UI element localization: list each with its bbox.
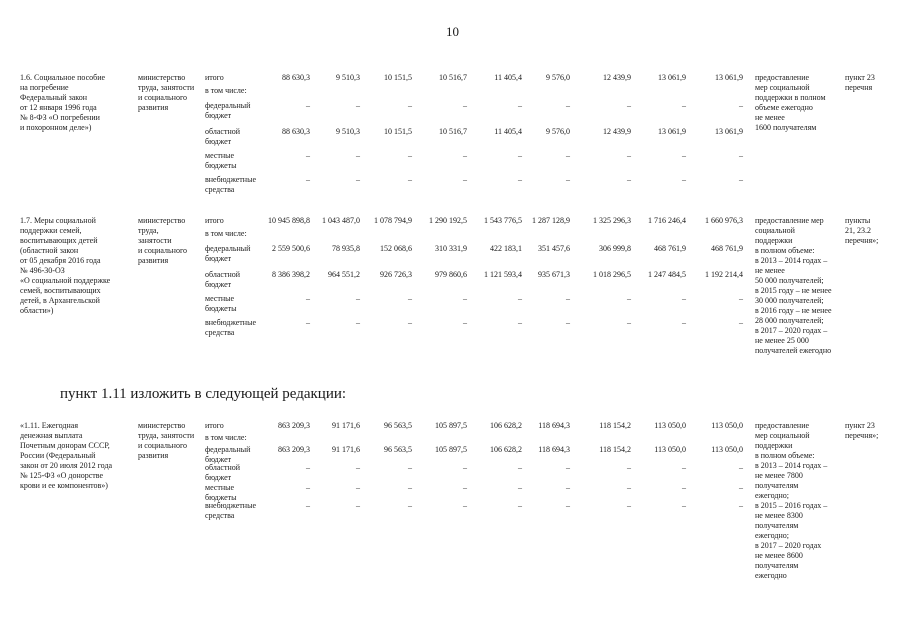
source-label-federal: федеральный бюджет <box>205 445 251 464</box>
cell-local-col7: – <box>682 151 686 160</box>
cell-local-col2: – <box>408 151 412 160</box>
cell-extra-col1: – <box>356 501 360 510</box>
cell-local-col1: – <box>356 483 360 492</box>
cell-extra-col4: – <box>518 318 522 327</box>
cell-total-col4: 11 405,4 <box>494 73 522 82</box>
cell-federal-col8: – <box>739 101 743 110</box>
reference: пункт 23 перечня <box>845 73 875 92</box>
page-number: 10 <box>446 24 459 39</box>
cell-federal-col6: 306 999,8 <box>599 244 631 253</box>
source-label-federal: федеральный бюджет <box>205 101 251 120</box>
cell-federal-col2: – <box>408 101 412 110</box>
reference: пункт 23 перечня»; <box>845 421 879 440</box>
cell-local-col3: – <box>463 483 467 492</box>
cell-regional-col0: 8 386 398,2 <box>272 270 310 279</box>
cell-regional-col1: – <box>356 463 360 472</box>
cell-total-col8: 1 660 976,3 <box>705 216 743 225</box>
source-label-regional: областной бюджет <box>205 127 241 146</box>
cell-local-col5: – <box>566 294 570 303</box>
cell-regional-col3: – <box>463 463 467 472</box>
cell-total-col1: 1 043 487,0 <box>322 216 360 225</box>
cell-regional-col5: – <box>566 463 570 472</box>
source-label-federal: федеральный бюджет <box>205 244 251 263</box>
source-label-total: итого <box>205 216 224 225</box>
cell-extra-col6: – <box>627 501 631 510</box>
cell-regional-col4: – <box>518 463 522 472</box>
cell-federal-col3: – <box>463 101 467 110</box>
cell-regional-col3: 979 860,6 <box>435 270 467 279</box>
cell-local-col0: – <box>306 483 310 492</box>
cell-extra-col2: – <box>408 175 412 184</box>
source-label-incl: в том числе: <box>205 86 247 95</box>
cell-federal-col3: 310 331,9 <box>435 244 467 253</box>
cell-total-col4: 1 543 776,5 <box>484 216 522 225</box>
cell-total-col6: 118 154,2 <box>599 421 631 430</box>
cell-local-col6: – <box>627 294 631 303</box>
cell-local-col4: – <box>518 483 522 492</box>
source-label-local: местные бюджеты <box>205 151 237 170</box>
cell-local-col6: – <box>627 483 631 492</box>
cell-extra-col5: – <box>566 318 570 327</box>
cell-total-col3: 10 516,7 <box>439 73 467 82</box>
cell-regional-col1: 964 551,2 <box>328 270 360 279</box>
cell-local-col4: – <box>518 151 522 160</box>
cell-total-col2: 96 563,5 <box>384 421 412 430</box>
measure-name: «1.11. Ежегодная денежная выплата Почетным донорам СССР, России (Федеральный закон от 20 июля 2012 года № 125-ФЗ «О донорстве крови и ее компонентов») <box>20 421 113 490</box>
cell-extra-col4: – <box>518 501 522 510</box>
cell-regional-col7: 1 247 484,5 <box>648 270 686 279</box>
cell-extra-col7: – <box>682 501 686 510</box>
cell-regional-col7: – <box>682 463 686 472</box>
source-label-local: местные бюджеты <box>205 483 237 502</box>
source-label-incl: в том числе: <box>205 229 247 238</box>
cell-total-col8: 13 061,9 <box>715 73 743 82</box>
cell-extra-col6: – <box>627 175 631 184</box>
cell-federal-col4: – <box>518 101 522 110</box>
cell-total-col0: 863 209,3 <box>278 421 310 430</box>
cell-local-col2: – <box>408 294 412 303</box>
expected-result: предоставление мер социальной поддержки в полном объеме: в 2013 – 2014 годах – не менее 50 000 получателей; в 2015 году – не менее 30 000 получателей; в 2016 году – не менее 28 000 получателей; в 2017 – 2020 годах – не менее 25 000 получателей ежегодно <box>755 216 832 355</box>
source-label-local: местные бюджеты <box>205 294 237 313</box>
cell-extra-col2: – <box>408 318 412 327</box>
section-heading: пункт 1.11 изложить в следующей редакции: <box>60 386 347 402</box>
source-label-extra: внебюджетные средства <box>205 501 256 520</box>
cell-extra-col3: – <box>463 318 467 327</box>
cell-regional-col8: 13 061,9 <box>715 127 743 136</box>
cell-regional-col0: 88 630,3 <box>282 127 310 136</box>
cell-extra-col7: – <box>682 175 686 184</box>
cell-extra-col1: – <box>356 175 360 184</box>
cell-extra-col2: – <box>408 501 412 510</box>
cell-regional-col6: 1 018 296,5 <box>593 270 631 279</box>
cell-local-col3: – <box>463 294 467 303</box>
cell-total-col6: 12 439,9 <box>603 73 631 82</box>
source-label-regional: областной бюджет <box>205 463 241 482</box>
cell-federal-col5: 118 694,3 <box>538 445 570 454</box>
cell-extra-col0: – <box>306 175 310 184</box>
cell-total-col6: 1 325 296,3 <box>593 216 631 225</box>
cell-total-col2: 1 078 794,9 <box>374 216 412 225</box>
cell-extra-col8: – <box>739 501 743 510</box>
cell-federal-col1: 91 171,6 <box>332 445 360 454</box>
cell-total-col8: 113 050,0 <box>711 421 743 430</box>
cell-federal-col2: 152 068,6 <box>380 244 412 253</box>
cell-regional-col7: 13 061,9 <box>658 127 686 136</box>
source-label-regional: областной бюджет <box>205 270 241 289</box>
cell-total-col1: 9 510,3 <box>336 73 360 82</box>
cell-local-col0: – <box>306 294 310 303</box>
cell-regional-col6: 12 439,9 <box>603 127 631 136</box>
cell-regional-col6: – <box>627 463 631 472</box>
cell-local-col7: – <box>682 483 686 492</box>
cell-federal-col6: – <box>627 101 631 110</box>
cell-extra-col3: – <box>463 501 467 510</box>
cell-federal-col1: – <box>356 101 360 110</box>
cell-local-col8: – <box>739 294 743 303</box>
cell-local-col1: – <box>356 294 360 303</box>
measure-name: 1.6. Социальное пособие на погребение Федеральный закон от 12 января 1996 года № 8-ФЗ «О погребении и похоронном деле») <box>20 73 106 132</box>
cell-regional-col2: – <box>408 463 412 472</box>
cell-local-col2: – <box>408 483 412 492</box>
cell-local-col8: – <box>739 483 743 492</box>
cell-federal-col2: 96 563,5 <box>384 445 412 454</box>
cell-federal-col8: 468 761,9 <box>711 244 743 253</box>
cell-total-col5: 1 287 128,9 <box>532 216 570 225</box>
cell-federal-col7: 113 050,0 <box>654 445 686 454</box>
cell-federal-col4: 422 183,1 <box>490 244 522 253</box>
cell-local-col3: – <box>463 151 467 160</box>
cell-federal-col0: 2 559 500,6 <box>272 244 310 253</box>
cell-total-col7: 113 050,0 <box>654 421 686 430</box>
cell-regional-col5: 9 576,0 <box>546 127 570 136</box>
cell-local-col7: – <box>682 294 686 303</box>
reference: пункты 21, 23.2 перечня»; <box>845 216 879 245</box>
executor: министерство труда, занятости и социального развития <box>138 421 195 460</box>
cell-federal-col5: – <box>566 101 570 110</box>
cell-extra-col8: – <box>739 175 743 184</box>
cell-regional-col8: – <box>739 463 743 472</box>
cell-regional-col4: 1 121 593,4 <box>484 270 522 279</box>
cell-extra-col6: – <box>627 318 631 327</box>
expected-result: предоставление мер социальной поддержки в полном объеме ежегодно не менее 1600 получателям <box>755 73 826 132</box>
cell-local-col4: – <box>518 294 522 303</box>
cell-regional-col8: 1 192 214,4 <box>705 270 743 279</box>
cell-regional-col1: 9 510,3 <box>336 127 360 136</box>
cell-federal-col6: 118 154,2 <box>599 445 631 454</box>
cell-federal-col0: 863 209,3 <box>278 445 310 454</box>
cell-federal-col7: 468 761,9 <box>654 244 686 253</box>
cell-total-col2: 10 151,5 <box>384 73 412 82</box>
cell-federal-col5: 351 457,6 <box>538 244 570 253</box>
cell-regional-col2: 10 151,5 <box>384 127 412 136</box>
cell-total-col7: 1 716 246,4 <box>648 216 686 225</box>
executor: министерство труда, занятости и социального развития <box>138 216 188 265</box>
cell-total-col0: 88 630,3 <box>282 73 310 82</box>
cell-federal-col4: 106 628,2 <box>490 445 522 454</box>
cell-total-col5: 9 576,0 <box>546 73 570 82</box>
source-label-extra: внебюджетные средства <box>205 318 256 337</box>
cell-extra-col4: – <box>518 175 522 184</box>
cell-local-col5: – <box>566 151 570 160</box>
cell-local-col6: – <box>627 151 631 160</box>
measure-name: 1.7. Меры социальной поддержки семей, воспитывающих детей (областной закон от 05 декабря 2016 года № 496-30-ОЗ «О социальной поддержке семей, воспитывающих детей, в Архангельской области») <box>20 216 111 315</box>
cell-extra-col5: – <box>566 501 570 510</box>
cell-regional-col5: 935 671,3 <box>538 270 570 279</box>
cell-regional-col2: 926 726,3 <box>380 270 412 279</box>
cell-total-col4: 106 628,2 <box>490 421 522 430</box>
cell-regional-col3: 10 516,7 <box>439 127 467 136</box>
cell-local-col8: – <box>739 151 743 160</box>
cell-local-col0: – <box>306 151 310 160</box>
cell-total-col1: 91 171,6 <box>332 421 360 430</box>
cell-total-col0: 10 945 898,8 <box>268 216 310 225</box>
cell-total-col3: 1 290 192,5 <box>429 216 467 225</box>
source-label-total: итого <box>205 73 224 82</box>
cell-federal-col0: – <box>306 101 310 110</box>
cell-extra-col8: – <box>739 318 743 327</box>
cell-local-col1: – <box>356 151 360 160</box>
cell-extra-col0: – <box>306 501 310 510</box>
cell-federal-col8: 113 050,0 <box>711 445 743 454</box>
cell-regional-col0: – <box>306 463 310 472</box>
cell-total-col7: 13 061,9 <box>658 73 686 82</box>
cell-federal-col1: 78 935,8 <box>332 244 360 253</box>
cell-federal-col7: – <box>682 101 686 110</box>
cell-federal-col3: 105 897,5 <box>435 445 467 454</box>
cell-extra-col7: – <box>682 318 686 327</box>
cell-extra-col3: – <box>463 175 467 184</box>
source-label-extra: внебюджетные средства <box>205 175 256 194</box>
cell-local-col5: – <box>566 483 570 492</box>
cell-extra-col1: – <box>356 318 360 327</box>
cell-regional-col4: 11 405,4 <box>494 127 522 136</box>
expected-result: предоставление мер социальной поддержки в полном объеме: в 2013 – 2014 годах – не менее 7800 получателям ежегодно; в 2015 – 2016 годах – не менее 8300 получателям ежегодно; в 2017 – 2020 годах не менее 8600 получателям ежегодно <box>755 421 828 580</box>
source-label-incl: в том числе: <box>205 433 247 442</box>
executor: министерство труда, занятости и социального развития <box>138 73 195 112</box>
cell-total-col5: 118 694,3 <box>538 421 570 430</box>
source-label-total: итого <box>205 421 224 430</box>
cell-extra-col5: – <box>566 175 570 184</box>
cell-total-col3: 105 897,5 <box>435 421 467 430</box>
cell-extra-col0: – <box>306 318 310 327</box>
